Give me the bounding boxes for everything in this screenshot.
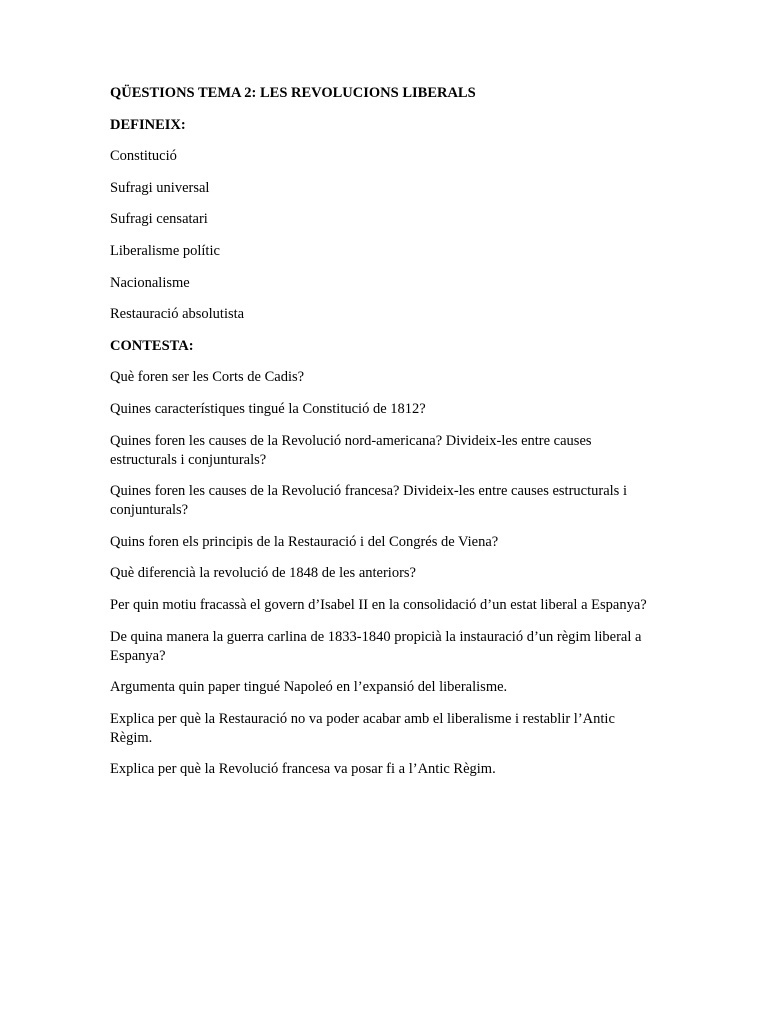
term-item: Restauració absolutista [110, 306, 245, 323]
question-item: Quines foren les causes de la Revolució francesa? Divideix-les entre causes estructurals i conjunturals? [110, 483, 627, 519]
question-item: Quines característiques tingué la Constitució de 1812? [110, 400, 426, 417]
define-heading: DEFINEIX: [110, 116, 186, 133]
question-item: Què diferencià la revolució de 1848 de les anteriors? [110, 565, 416, 582]
document-page [110, 84, 660, 792]
question-item: Explica per què la Restauració no va poder acabar amb el liberalisme i restablir l’Antic Règim. [110, 710, 615, 746]
term-item: Constitució [110, 148, 177, 165]
question-item: Per quin motiu fracassà el govern d’Isabel II en la consolidació d’un estat liberal a Espanya? [110, 596, 647, 613]
question-item: Explica per què la Revolució francesa va posar fi a l’Antic Règim. [110, 761, 496, 778]
question-item: Argumenta quin paper tingué Napoleó en l’expansió del liberalisme. [110, 679, 508, 696]
question-item: Què foren ser les Corts de Cadis? [110, 369, 305, 386]
term-item: Nacionalisme [110, 274, 190, 291]
document-title: QÜESTIONS TEMA 2: LES REVOLUCIONS LIBERALS [110, 85, 476, 101]
term-item: Sufragi universal [110, 179, 210, 196]
term-item: Sufragi censatari [110, 211, 208, 228]
question-item: De quina manera la guerra carlina de 1833-1840 propicià la instauració d’un règim liberal a Espanya? [110, 628, 642, 664]
question-item: Quins foren els principis de la Restauració i del Congrés de Viena? [110, 533, 499, 550]
question-item: Quines foren les causes de la Revolució nord-americana? Divideix-les entre causes estructurals i conjunturals? [110, 432, 592, 468]
term-item: Liberalisme polític [110, 242, 220, 259]
answer-heading: CONTESTA: [110, 337, 194, 354]
